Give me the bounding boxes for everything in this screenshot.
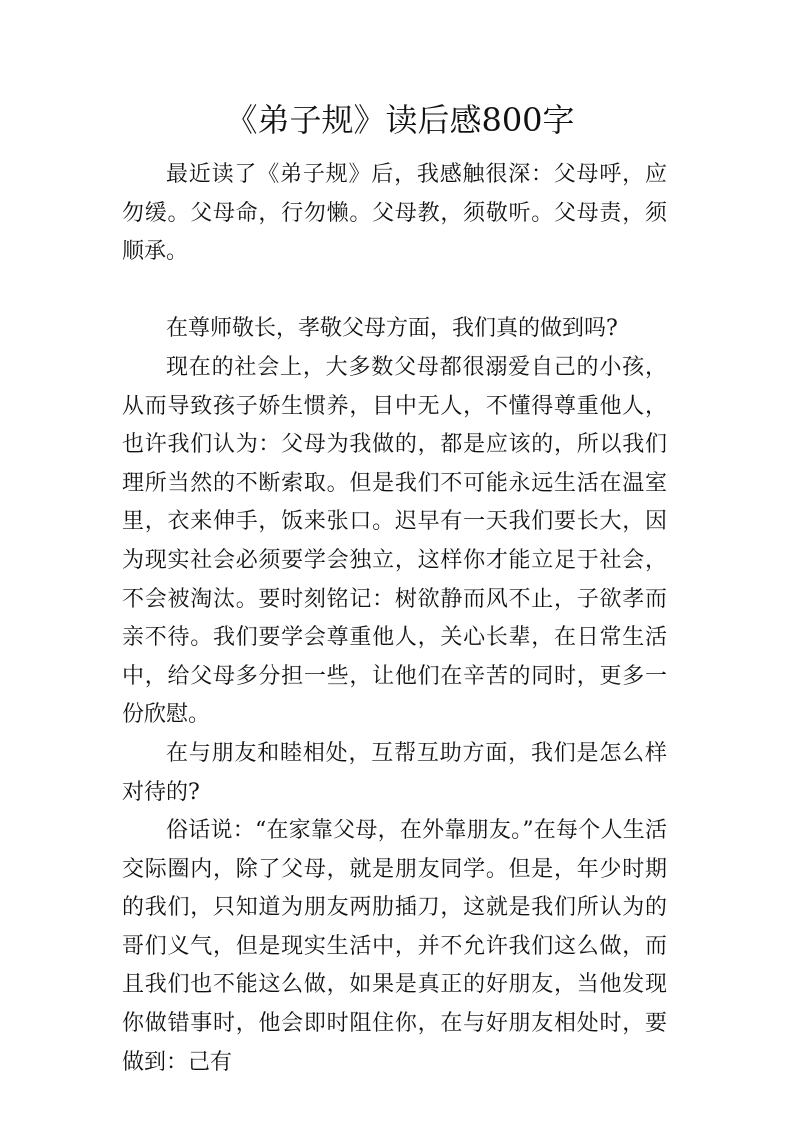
- paragraph-4: 在与朋友和睦相处，互帮互助方面，我们是怎么样对待的?: [122, 740, 667, 805]
- paragraph-2: 在尊师敬长，孝敬父母方面，我们真的做到吗?: [166, 316, 618, 342]
- document-body: [122, 156, 667, 1082]
- paragraph-1: 最近读了《弟子规》后，我感触很深：父母呼，应勿缓。父母命，行勿懒。父母教，须敬听。父母责，须顺承。: [122, 162, 667, 265]
- document-title: 《弟子规》读后感800字: [225, 101, 575, 139]
- paragraph-spacer: [122, 272, 667, 311]
- paragraph-3: 现在的社会上，大多数父母都很溺爱自己的小孩，从而导致孩子娇生惯养，目中无人，不懂得尊重他人，也许我们认为：父母为我做的，都是应该的，所以我们理所当然的不断索取。但是我们不可能永远生活在温室里，衣来伸手，饭来张口。迟早有一天我们要长大，因为现实社会必须要学会独立，这样你才能立足于社会，不会被淘汰。要时刻铭记：树欲静而风不止，子欲孝而亲不待。我们要学会尊重他人，关心长辈，在日常生活中，给父母多分担一些，让他们在辛苦的同时，更多一份欣慰。: [122, 354, 667, 728]
- paragraph-5: 俗话说：“在家靠父母，在外靠朋友。”在每个人生活交际圈内，除了父母，就是朋友同学。但是，年少时期的我们，只知道为朋友两肋插刀，这就是我们所认为的哥们义气，但是现实生活中，并不允许我们这么做，而且我们也不能这么做，如果是真正的好朋友，当他发现你做错事时，他会即时阻住你，在与好朋友相处时，要做到：己有: [122, 818, 667, 1075]
